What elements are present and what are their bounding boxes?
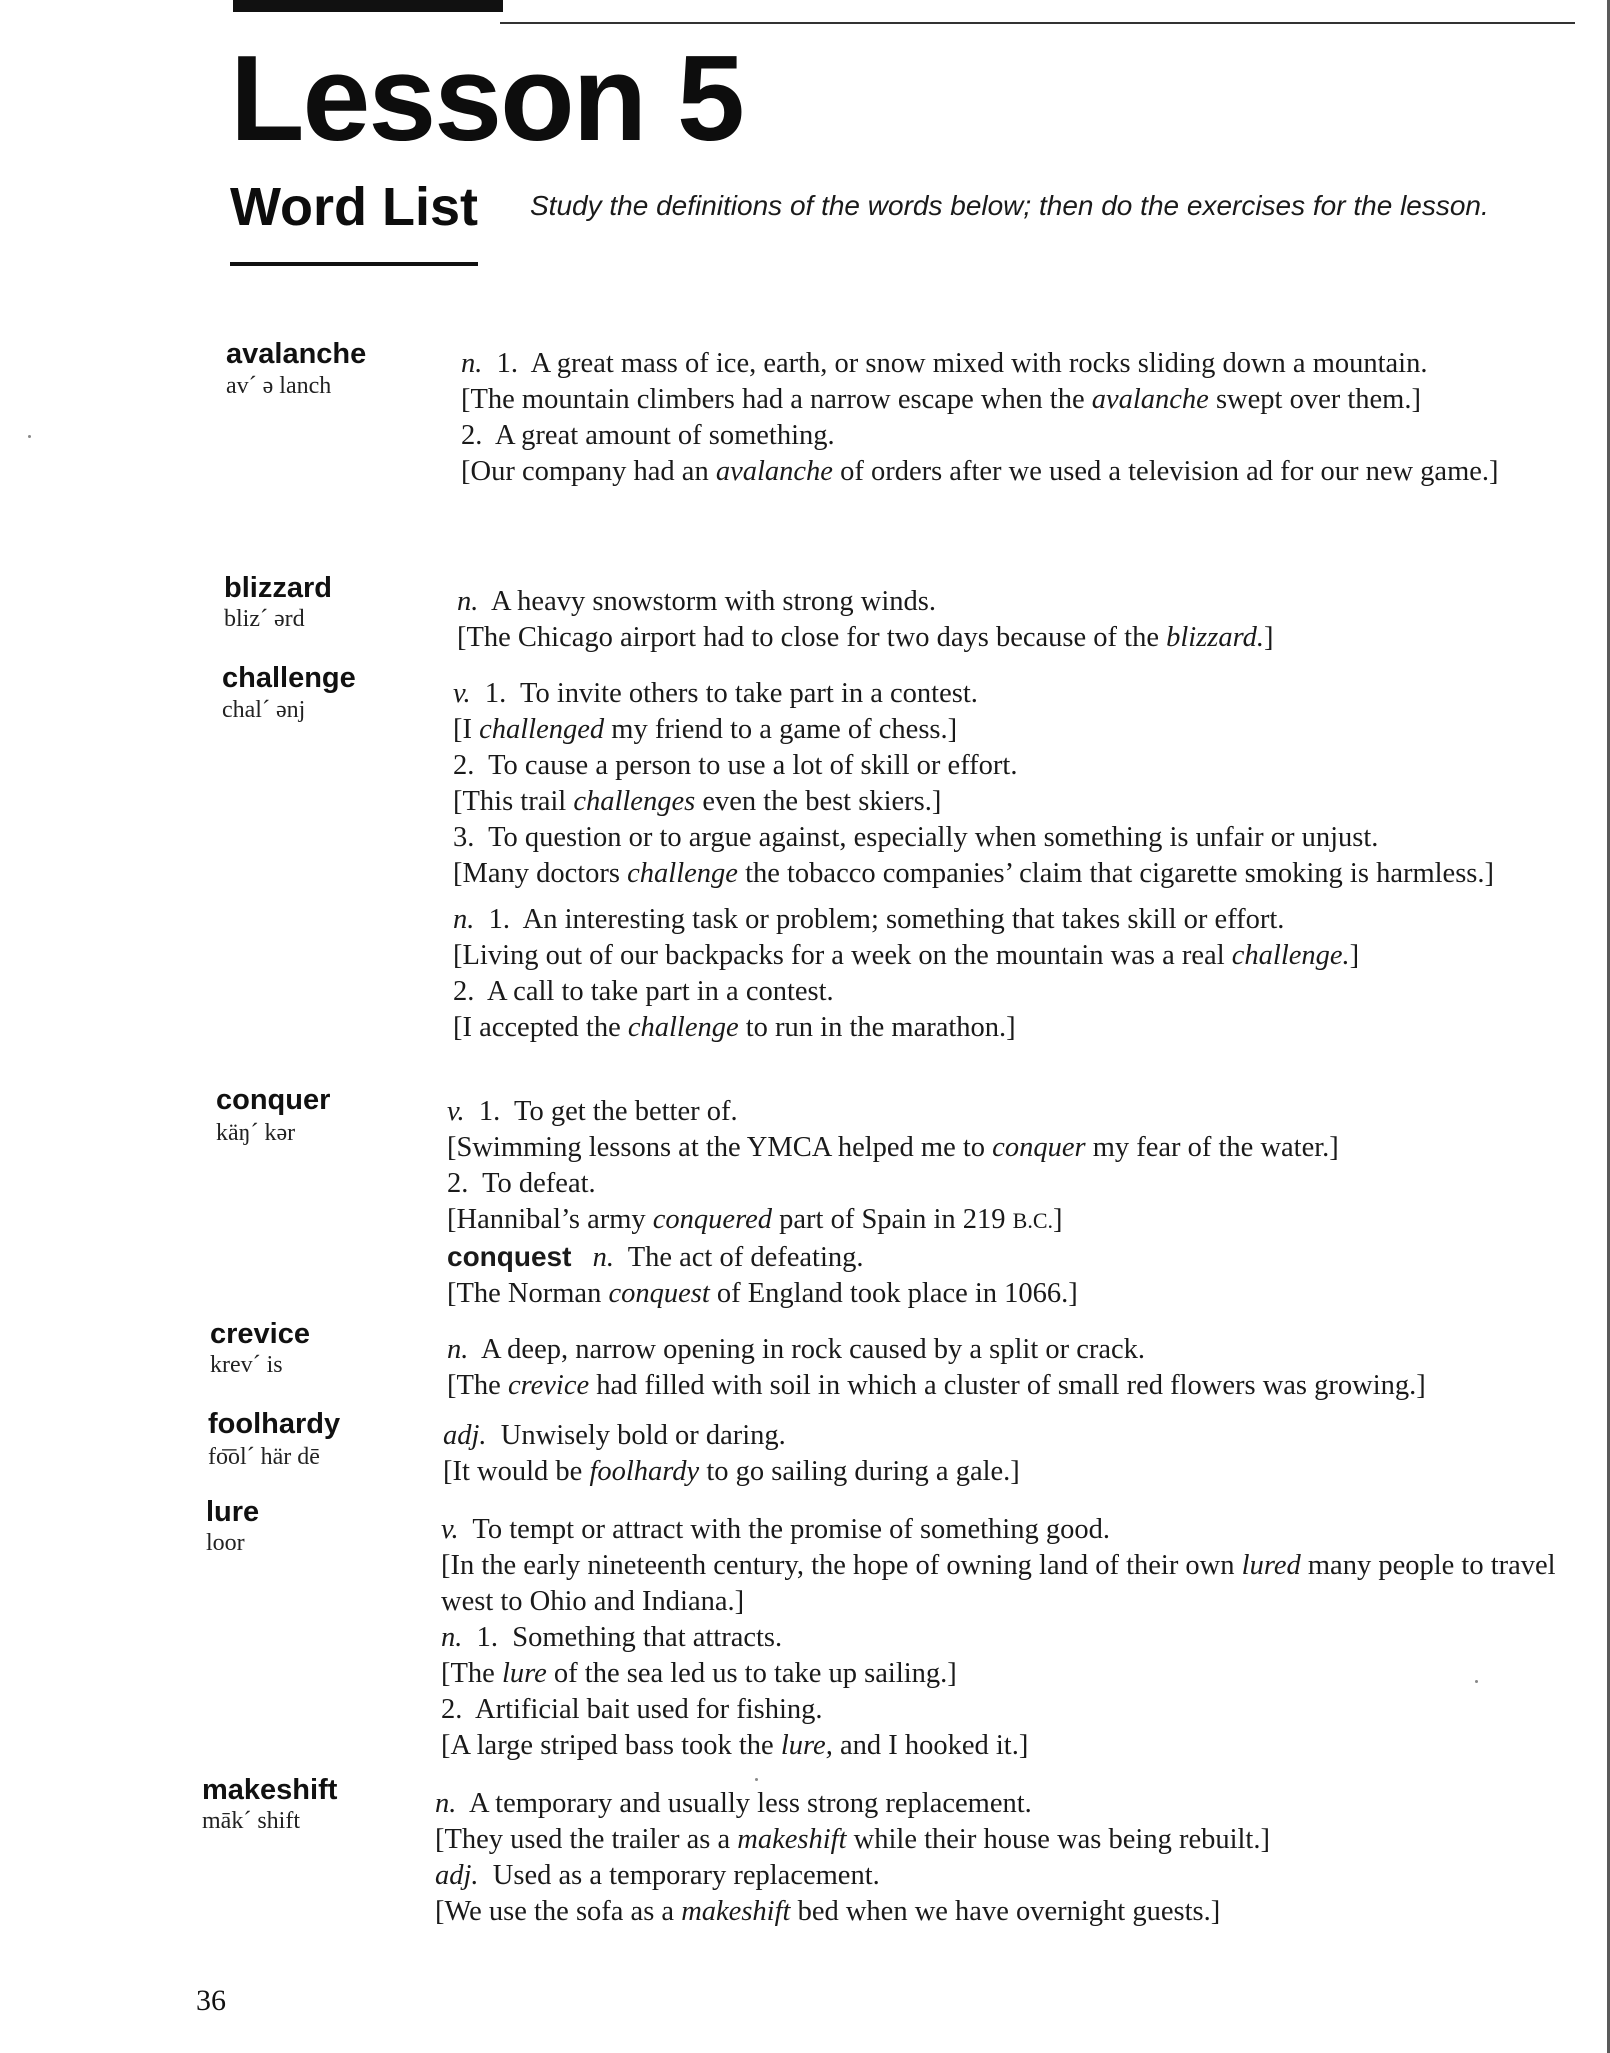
headword: foolhardy [208,1408,341,1440]
headword: crevice [210,1318,310,1350]
definition-line: [The Chicago airport had to close for two days because of the blizzard.] [457,622,1274,653]
pronunciation: fo͞ol´ här dē [208,1444,320,1470]
definition-line: [A large striped bass took the lure, and I hooked it.] [441,1730,1029,1761]
definitions [435,1786,1565,1930]
definitions [447,1094,1577,1312]
definition-line: [Hannibal’s army conquered part of Spain in 219 B.C.] [447,1204,1063,1235]
definition-line: [The mountain climbers had a narrow escape when the avalanche swept over them.] [461,384,1421,415]
definition-line: v. 1. To get the better of. [447,1096,738,1127]
definition-line: n. 1. A great mass of ice, earth, or snow mixed with rocks sliding down a mountain. [461,348,1428,379]
definitions [443,1418,1573,1490]
pronunciation: chal´ ənj [222,697,306,723]
definition-line: conquest n. The act of defeating. [447,1241,864,1273]
headword: challenge [222,662,356,694]
definition-line: [It would be foolhardy to go sailing during a gale.] [443,1456,1020,1487]
definition-line: [The crevice had filled with soil in which a cluster of small red flowers was growing.] [447,1370,1426,1401]
word-list-underline [230,262,478,266]
definition-line: [Our company had an avalanche of orders after we used a television ad for our new game.] [461,456,1499,487]
pronunciation: käŋ´ kər [216,1120,296,1146]
definition-line: n. A deep, narrow opening in rock caused by a split or crack. [447,1334,1146,1365]
pronunciation: bliz´ ərd [224,606,305,632]
definition-line: 2. To cause a person to use a lot of skill or effort. [453,750,1018,781]
headword: makeshift [202,1774,338,1806]
definition-line: v. 1. To invite others to take part in a contest. [453,678,978,709]
top-rule-thick [233,0,503,12]
definition-line: n. 1. An interesting task or problem; something that takes skill or effort. [453,904,1285,935]
pronunciation: loor [206,1530,245,1556]
definition-line: adj. Used as a temporary replacement. [435,1860,880,1891]
definition-line: n. 1. Something that attracts. [441,1622,783,1653]
definition-line: [The Norman conquest of England took place in 1066.] [447,1278,1078,1309]
definition-line: [They used the trailer as a makeshift while their house was being rebuilt.] [435,1824,1270,1855]
definitions [441,1512,1571,1764]
sense-gap [453,892,1583,902]
definition-line: [We use the sofa as a makeshift bed when we have overnight guests.] [435,1896,1221,1927]
headword: lure [206,1496,260,1528]
definition-line: 2. A great amount of something. [461,420,835,451]
word-list-instructions: Study the definitions of the words below; then do the exercises for the lesson. [530,190,1489,221]
definition-line: [Living out of our backpacks for a week on the mountain was a real challenge.] [453,940,1360,971]
definition-line: [Many doctors challenge the tobacco companies’ claim that cigarette smoking is harmless.] [453,858,1494,889]
definitions [461,346,1591,490]
scan-speck [1475,1680,1478,1683]
lesson-title: Lesson 5 [230,30,743,166]
word-list-heading: Word List [230,177,478,237]
definitions [457,584,1587,656]
definition-line: 3. To question or to argue against, especially when something is unfair or unjust. [453,822,1379,853]
scan-speck [755,1778,758,1781]
page-number: 36 [196,1984,226,2017]
pronunciation: krev´ is [210,1352,283,1378]
definitions [447,1332,1577,1404]
definition-line: [I challenged my friend to a game of chess.] [453,714,958,745]
definition-line: n. A temporary and usually less strong replacement. [435,1788,1032,1819]
definition-line: [I accepted the challenge to run in the marathon.] [453,1012,1016,1043]
top-rule-thin [500,22,1575,24]
definition-line: n. A heavy snowstorm with strong winds. [457,586,936,617]
scan-speck [28,435,31,438]
definition-line: [The lure of the sea led us to take up sailing.] [441,1658,957,1689]
definition-line: [Swimming lessons at the YMCA helped me to conquer my fear of the water.] [447,1132,1339,1163]
headword: conquer [216,1084,331,1116]
definition-line: [This trail challenges even the best skiers.] [453,786,942,817]
pronunciation: māk´ shift [202,1808,300,1834]
definition-line: v. To tempt or attract with the promise of something good. [441,1514,1110,1545]
definition-line: adj. Unwisely bold or daring. [443,1420,786,1451]
definitions [453,676,1583,1046]
definition-line: 2. A call to take part in a contest. [453,976,834,1007]
definition-line: 2. To defeat. [447,1168,596,1199]
definition-line: [In the early nineteenth century, the hope of owning land of their own lured many people to travel west to Ohio and Indiana.] [441,1550,1556,1617]
pronunciation: av´ ə lanch [226,373,332,399]
definition-line: 2. Artificial bait used for fishing. [441,1694,823,1725]
headword: blizzard [224,572,332,604]
headword: avalanche [226,338,367,370]
